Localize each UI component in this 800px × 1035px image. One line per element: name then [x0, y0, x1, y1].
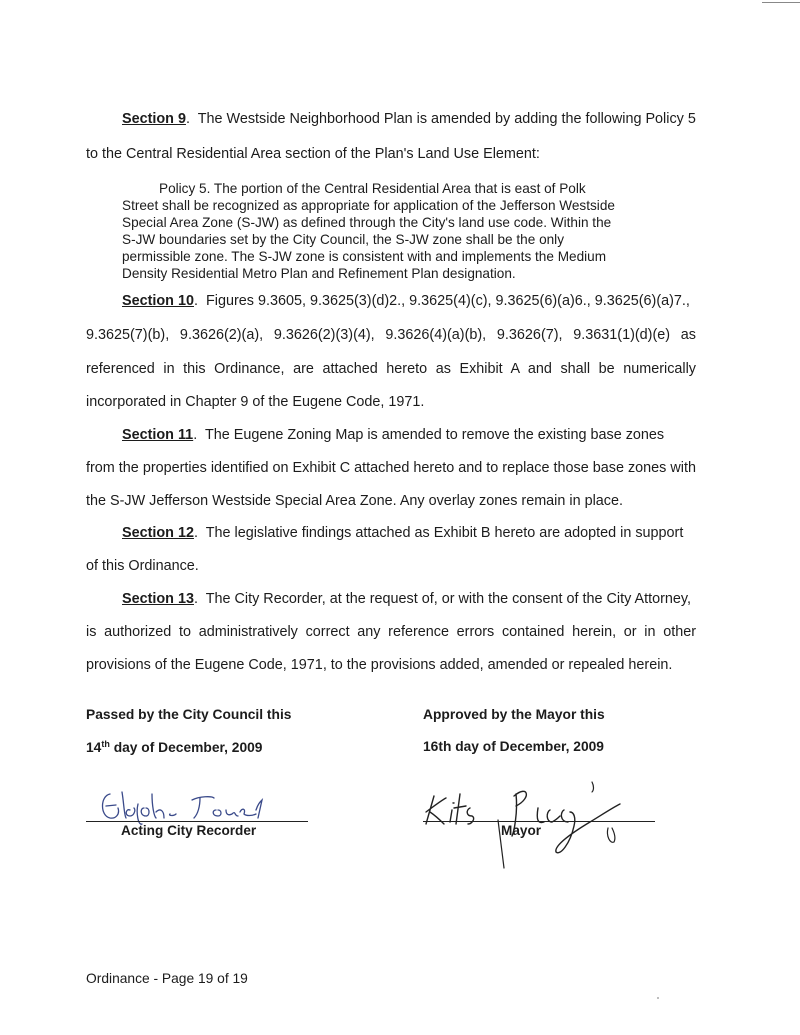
section-12-label: Section 12 [122, 525, 194, 541]
section-13-line-2: is authorized to administratively correct any reference errors contained herein, or in other [86, 624, 696, 640]
scan-speck [657, 997, 659, 999]
section-11-text: The Eugene Zoning Map is amended to remove the existing base zones [204, 427, 665, 443]
section-11-line-2: from the properties identified on Exhibit C attached hereto and to replace those base zones with [86, 460, 696, 476]
mayor-signature-line [423, 821, 655, 822]
section-12-line-2: of this Ordinance. [86, 558, 199, 574]
section-11-line-3: the S-JW Jefferson Westside Special Area Zone. Any overlay zones remain in place. [86, 493, 623, 509]
policy-5-line: Policy 5. The portion of the Central Residential Area that is east of Polk [159, 181, 586, 196]
policy-5-line: Street shall be recognized as appropriate for application of the Jefferson Westside [122, 198, 615, 213]
section-9-line-1: Section 9. The Westside Neighborhood Plan is amended by adding the following Policy 5 [122, 111, 696, 127]
council-signature-line [86, 821, 308, 822]
section-10-line-4: incorporated in Chapter 9 of the Eugene Code, 1971. [86, 394, 425, 410]
section-10-text: Figures 9.3605, 9.3625(3)(d)2., 9.3625(4)(c), 9.3625(6)(a)6., 9.3625(6)(a)7., [205, 293, 690, 309]
section-10-line-3: referenced in this Ordinance, are attached hereto as Exhibit A and shall be numerically [86, 361, 696, 377]
section-12-line-1: Section 12. The legislative findings attached as Exhibit B hereto are adopted in support [122, 525, 684, 541]
section-11-line-1: Section 11. The Eugene Zoning Map is amended to remove the existing base zones [122, 427, 665, 443]
section-9-line-2: to the Central Residential Area section of the Plan's Land Use Element: [86, 146, 540, 162]
council-passed-heading: Passed by the City Council this [86, 707, 292, 722]
section-13-text: The City Recorder, at the request of, or with the consent of the City Attorney, [205, 591, 691, 607]
mayor-signatory-title: Mayor [501, 823, 542, 838]
policy-5-line: permissible zone. The S-JW zone is consistent with and implements the Medium [122, 249, 607, 264]
council-signature-lettering: Elizabeth Forrest [176, 816, 212, 821]
policy-5-line: S-JW boundaries set by the City Council, the S-JW zone shall be the only [122, 232, 565, 247]
section-10-line-2: 9.3625(7)(b), 9.3626(2)(a), 9.3626(2)(3)(4), 9.3626(4)(a)(b), 9.3626(7), 9.3631(1)(d)(e) as [86, 327, 696, 343]
section-10-label: Section 10 [122, 293, 194, 309]
council-signatory-title: Acting City Recorder [121, 823, 257, 838]
section-9-text: The Westside Neighborhood Plan is amended by adding the following Policy 5 [197, 111, 696, 127]
mayor-approved-heading: Approved by the Mayor this [423, 707, 605, 722]
section-13-line-3: provisions of the Eugene Code, 1971, to the provisions added, amended or repealed herein. [86, 657, 673, 673]
mayor-approved-date: 16th day of December, 2009 [423, 739, 604, 754]
section-12-text: The legislative findings attached as Exhibit B hereto are adopted in support [205, 525, 684, 541]
policy-5-line: Density Residential Metro Plan and Refinement Plan designation. [122, 266, 516, 281]
section-10-line-1: Section 10. Figures 9.3605, 9.3625(3)(d)2., 9.3625(4)(c), 9.3625(6)(a)6., 9.3625(6)(a)7., [122, 293, 690, 309]
section-9-label: Section 9 [122, 111, 186, 127]
mayor-signature-lettering: Kitty Piercy [540, 858, 561, 863]
section-13-label: Section 13 [122, 591, 194, 607]
council-passed-date: 14th day of December, 2009 [86, 739, 263, 755]
policy-5-quote [122, 180, 650, 282]
section-11-label: Section 11 [122, 427, 194, 443]
page-footer: Ordinance - Page 19 of 19 [86, 971, 248, 986]
section-13-line-1: Section 13. The City Recorder, at the request of, or with the consent of the City Attorney, [122, 591, 691, 607]
scan-corner-mark [762, 2, 800, 3]
policy-5-line: Special Area Zone (S-JW) as defined through the City's land use code. Within the [122, 215, 612, 230]
